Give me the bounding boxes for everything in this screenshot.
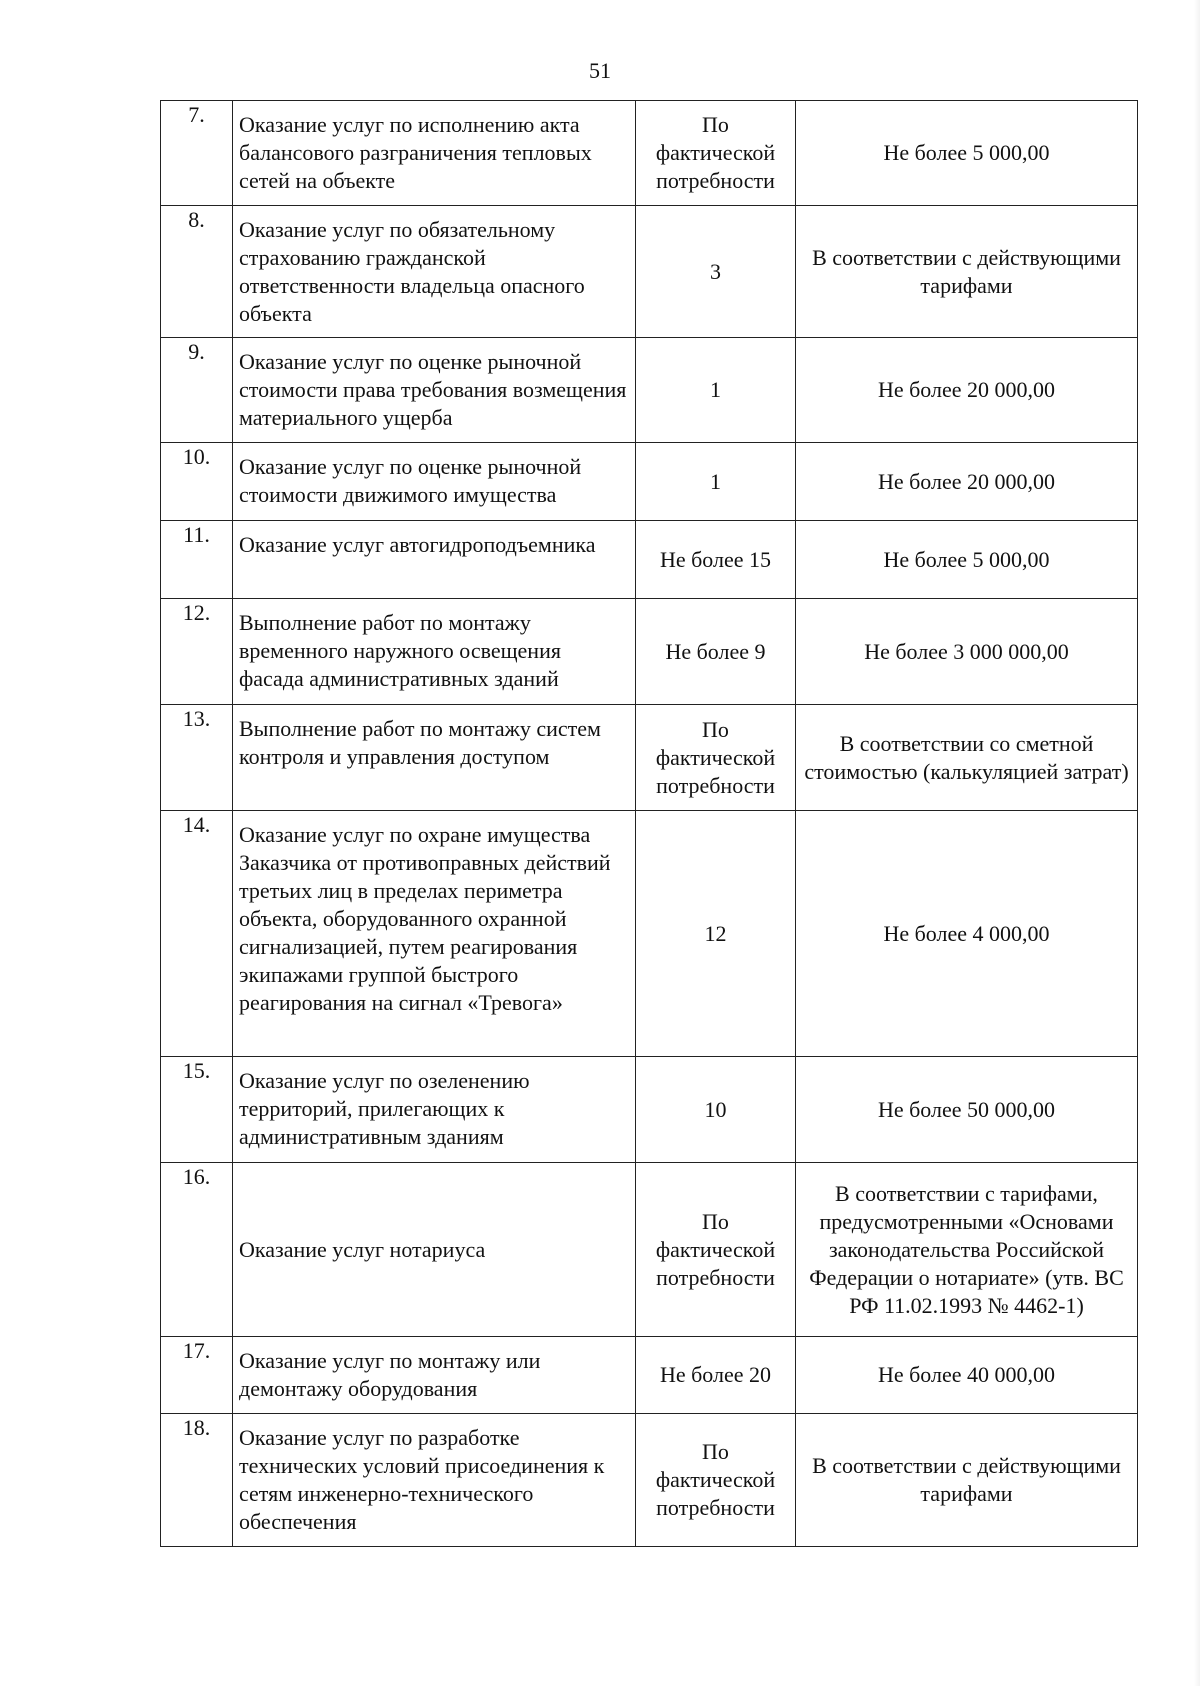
service-description: Оказание услуг по озеленению территорий, прилегающих к административным зданиям xyxy=(233,1057,636,1163)
service-price: Не более 4 000,00 xyxy=(796,811,1138,1057)
row-number: 14. xyxy=(161,811,233,1057)
service-price: В соответствии с действующими тарифами xyxy=(796,1414,1138,1547)
service-quantity: По фактической потребности xyxy=(636,1163,796,1337)
service-description: Оказание услуг автогидроподъемника xyxy=(233,521,636,599)
service-price: В соответствии с тарифами, предусмотренными «Основами законодательства Российской Федерации о нотариате» (утв. ВС РФ 11.02.1993 № 4462-1) xyxy=(796,1163,1138,1337)
table-row xyxy=(161,521,1138,599)
row-number: 7. xyxy=(161,101,233,206)
service-quantity: 1 xyxy=(636,338,796,443)
service-quantity: Не более 15 xyxy=(636,521,796,599)
service-description: Оказание услуг по охране имущества Заказчика от противоправных действий третьих лиц в пределах периметра объекта, оборудованного охранной сигнализацией, путем реагирования экипажами группой быстрого реагирования на сигнал «Тревога» xyxy=(233,811,636,1057)
scan-edge xyxy=(1194,0,1200,1686)
table-row xyxy=(161,1057,1138,1163)
table-row xyxy=(161,705,1138,811)
service-price: В соответствии с действующими тарифами xyxy=(796,206,1138,338)
row-number: 8. xyxy=(161,206,233,338)
row-number: 18. xyxy=(161,1414,233,1547)
service-description: Выполнение работ по монтажу временного наружного освещения фасада административных зданий xyxy=(233,599,636,705)
service-quantity: 3 xyxy=(636,206,796,338)
service-quantity: 12 xyxy=(636,811,796,1057)
row-number: 11. xyxy=(161,521,233,599)
services-table xyxy=(160,100,1138,1547)
service-price: Не более 5 000,00 xyxy=(796,521,1138,599)
service-quantity: 1 xyxy=(636,443,796,521)
service-description: Оказание услуг по оценке рыночной стоимости права требования возмещения материального ущерба xyxy=(233,338,636,443)
table-row xyxy=(161,1163,1138,1337)
row-number: 10. xyxy=(161,443,233,521)
table-row xyxy=(161,101,1138,206)
service-quantity: По фактической потребности xyxy=(636,705,796,811)
row-number: 9. xyxy=(161,338,233,443)
service-price: Не более 3 000 000,00 xyxy=(796,599,1138,705)
service-quantity: Не более 20 xyxy=(636,1337,796,1414)
row-number: 16. xyxy=(161,1163,233,1337)
service-quantity: 10 xyxy=(636,1057,796,1163)
table-row xyxy=(161,1414,1138,1547)
table-row xyxy=(161,811,1138,1057)
table-row xyxy=(161,206,1138,338)
service-price: Не более 50 000,00 xyxy=(796,1057,1138,1163)
service-quantity: Не более 9 xyxy=(636,599,796,705)
row-number: 17. xyxy=(161,1337,233,1414)
page-number: 51 xyxy=(589,58,611,83)
row-number: 13. xyxy=(161,705,233,811)
service-price: В соответствии со сметной стоимостью (калькуляцией затрат) xyxy=(796,705,1138,811)
service-description: Оказание услуг по обязательному страхованию гражданской ответственности владельца опасного объекта xyxy=(233,206,636,338)
service-description: Оказание услуг по разработке технических условий присоединения к сетям инженерно-технического обеспечения xyxy=(233,1414,636,1547)
row-number: 12. xyxy=(161,599,233,705)
service-description: Оказание услуг по монтажу или демонтажу оборудования xyxy=(233,1337,636,1414)
table-row xyxy=(161,599,1138,705)
service-price: Не более 20 000,00 xyxy=(796,443,1138,521)
table-row xyxy=(161,1337,1138,1414)
service-price: Не более 20 000,00 xyxy=(796,338,1138,443)
service-description: Выполнение работ по монтажу систем контроля и управления доступом xyxy=(233,705,636,811)
table-row xyxy=(161,443,1138,521)
service-price: Не более 5 000,00 xyxy=(796,101,1138,206)
service-description: Оказание услуг нотариуса xyxy=(233,1163,636,1337)
row-number: 15. xyxy=(161,1057,233,1163)
service-description: Оказание услуг по оценке рыночной стоимости движимого имущества xyxy=(233,443,636,521)
service-price: Не более 40 000,00 xyxy=(796,1337,1138,1414)
service-quantity: По фактической потребности xyxy=(636,1414,796,1547)
service-quantity: По фактической потребности xyxy=(636,101,796,206)
service-description: Оказание услуг по исполнению акта балансового разграничения тепловых сетей на объекте xyxy=(233,101,636,206)
table-row xyxy=(161,338,1138,443)
